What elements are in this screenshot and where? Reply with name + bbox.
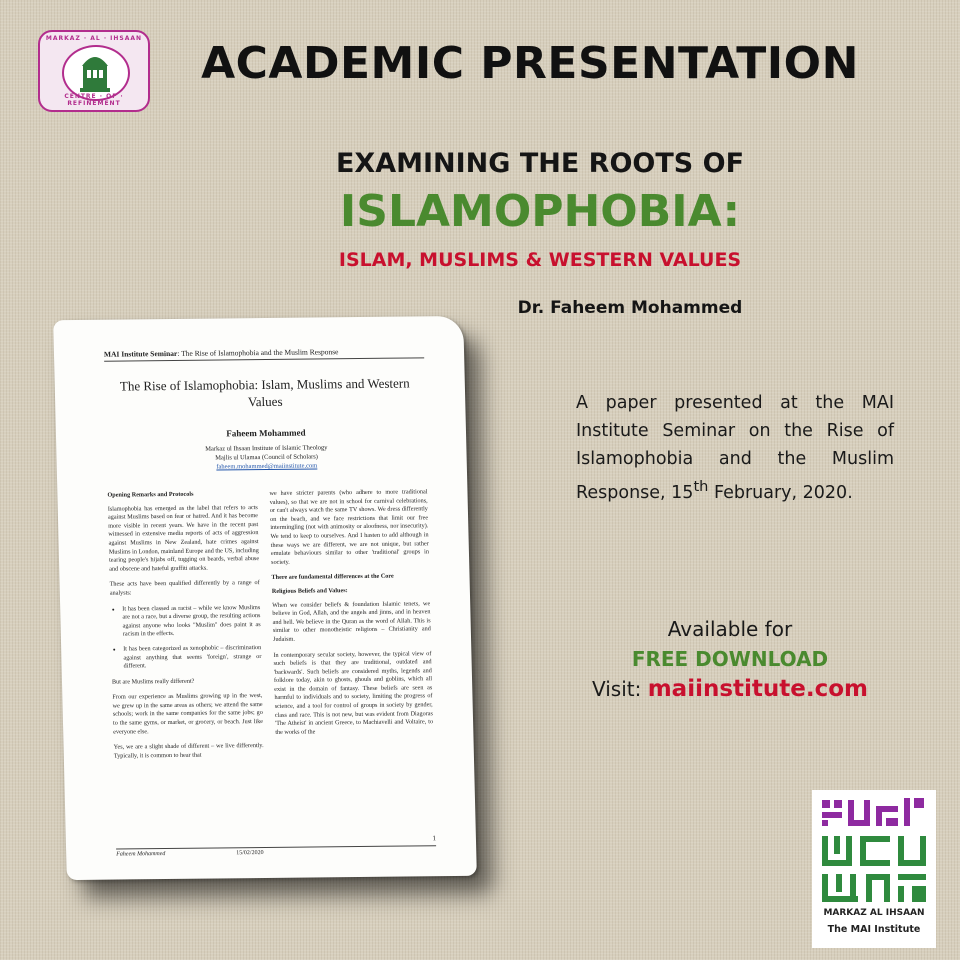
paper-title: The Rise of Islamophobia: Islam, Muslims and Western Values [119,375,410,410]
paper-page-number: 1 [432,834,437,843]
website-link[interactable]: maiinstitute.com [647,676,868,702]
paper-author: Faheem Mohammed [226,427,306,439]
emblem-top-text: MARKAZ · AL · IHSAAN [45,35,143,42]
headline-subtitle: ISLAM, MUSLIMS & WESTERN VALUES [338,249,742,271]
availability-block [560,614,900,704]
free-download-text: FREE DOWNLOAD [631,647,829,671]
paper-affiliation: Markaz ul Ihsaan Institute of Islamic Theology Majlis ul Ulamaa (Council of Scholars) faheem.mohammed@maiinstitute.com [106,442,427,472]
paper-description: A paper presented at the MAI Institute Seminar on the Rise of Islamophobia and the Muslim Response, 15th February, 2020. [576,393,894,503]
mosque-icon [78,50,112,94]
paper-right-column: we have stricter parents (who adhere to more traditional values), so that we are not in school for carnival celebrations, or can't always watch the same TV shows. We dress differently on the beach, and we face restrictions that limit our free intermingling (not with animosity or aloofness, nor insecurity). We tend to keep to ourselves. And I hasten to add although in these ways we are different, we are not unique, but rather emulate behaviours similar to other 'traditional' groups in society. There are fundamental differences at the Core Religious Beliefs and Values: When we consider beliefs & foundation Islamic tenets, we believe in God, Allah, and the angels and jinns, and in heaven and hell. We believe in the Quran as the word of Allah. This is similar to other monotheistic religions – Christianity and Judaism. In contemporary secular society, however, the typical view of such beliefs is that they are traditional, outdated and 'backwards'. Such beliefs are considered myths, legends and folklore today, akin to ghosts, ghouls and goblins, which all exist in the domain of fantasy. These beliefs are seen as harmful to individuals and to society, limiting the progress of science, and a tool for control of groups in society by gender, class and race. This is not new, but was evident from Diagoras 'The Atheist' in ancient Greece, to Machiavelli and Voltaire, to the works of the [269,488,434,736]
mai-institute-logo [812,790,936,948]
author-name: Dr. Faheem Mohammed [517,298,743,318]
emblem-bottom-text: CENTRE · OF · REFINEMENT [64,93,124,107]
headline-line-1: EXAMINING THE ROOTS OF [335,148,745,179]
brand-name: MARKAZ AL IHSAAN [823,908,925,918]
paper-preview [53,316,477,880]
brand-subtitle: The MAI Institute [827,924,921,935]
page-title: ACADEMIC PRESENTATION [201,38,859,89]
markaz-al-ihsaan-emblem [38,30,150,112]
kufic-calligraphy-icon [820,796,928,904]
paper-running-header: MAI Institute Seminar: The Rise of Islamophobia and the Muslim Response [104,346,424,361]
paper-left-column: Opening Remarks and Protocols Islamophobia has emerged as the label that refers to acts against Muslims based on fear or hatred. And it has become more visible in recent years. We have in the recent past witnessed in extensive media reports of acts of aggression against Muslims in New Zealand, hate crimes against Muslims in London, mainland Europe and the US, including tearing people's hijabs off, tugging on beards, verbal abuse and obscene and hateful graffiti attacks. These acts have been qualified differently by a range of analysts: • It has been classed as racist – while we know Muslims are not a race, but a diverse group, the resulting actions against anyone who looks "Muslim" does paint it as racism in the effects. • It has been categorized as xenophobic – discrimination against anything that seems 'foreign', strange or different. But are Muslims really different? From our experience as Muslims growing up in the west, we grew up in the same areas as others; we attend the same schools; work in the same companies for the same jobs; go to the same gyms, or market, or grocery, or beach. Just like everyone else. Yes, we are a slight shade of different – we live differently. Typically, it is common to hear that [107,490,264,768]
paper-footer: 1 Faheem Mohammed 15/02/2020 [116,834,437,858]
paper-email-link: faheem.mohammed@maiinstitute.com [216,462,318,471]
visit-line: Visit: maiinstitute.com [591,676,868,702]
available-for-text: Available for [667,617,793,641]
paper-page [53,316,477,880]
headline-islamophobia: ISLAMOPHOBIA: [339,186,741,237]
